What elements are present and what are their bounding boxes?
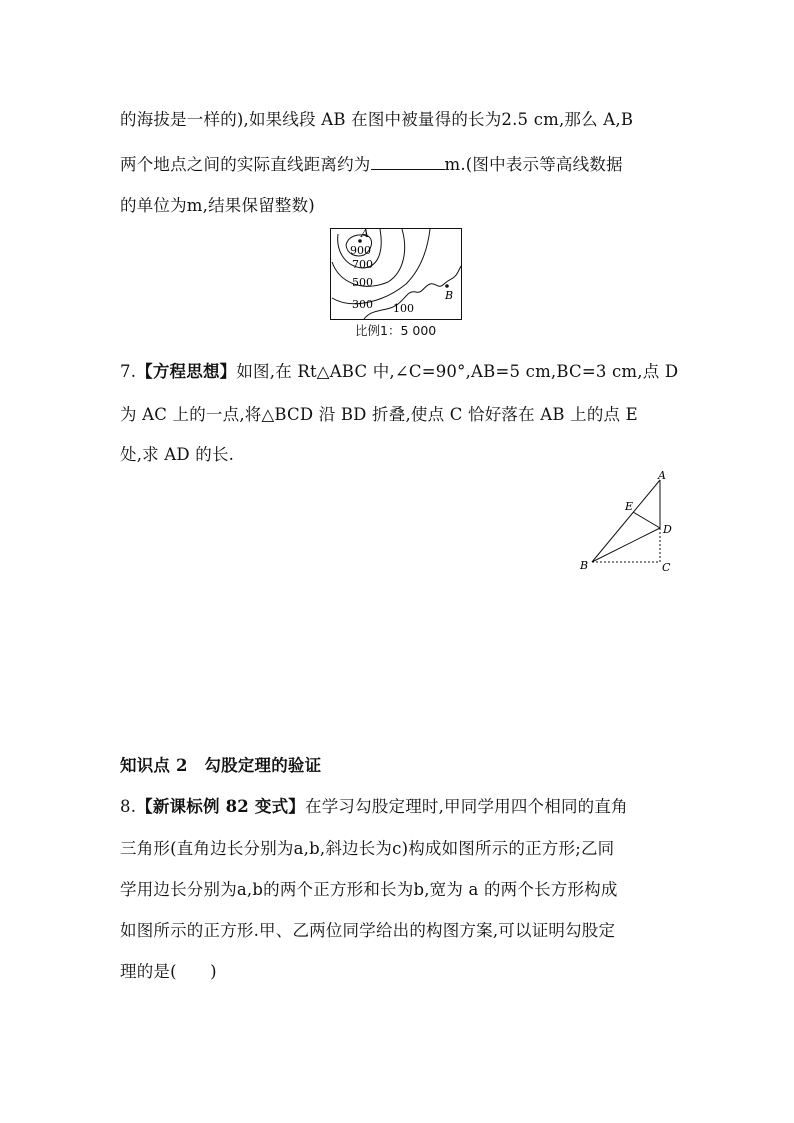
scale-caption: 比例1：5 000 (355, 323, 437, 338)
label-700: 700 (352, 258, 373, 271)
contour-map-figure (330, 228, 462, 320)
q8-tag: 【新课标例 82 变式】 (136, 797, 306, 816)
label-300: 300 (352, 298, 373, 311)
vertex-a-label: A (658, 469, 666, 482)
q7-line-1-rest: 如图,在 Rt△ABC 中,∠C=90°,AB=5 cm,BC=3 cm,点 D (236, 362, 679, 381)
q6-line-2 (120, 151, 623, 175)
q8-line-3: 学用边长分别为a,b的两个正方形和长为b,宽为 a 的两个长方形构成 (120, 880, 618, 899)
label-b: B (445, 289, 454, 302)
q6-line-2-post: m.(图中表示等高线数据 (444, 155, 623, 174)
vertex-d-label: D (663, 523, 672, 536)
q7-line-1 (120, 358, 678, 382)
q6-line-2-pre: 两个地点之间的实际直线距离约为 (120, 155, 371, 174)
q8-line-5: 理的是( ) (120, 962, 217, 981)
vertex-e-label: E (625, 500, 634, 513)
triangle-figure (572, 466, 680, 574)
q8-number: 8. (120, 797, 137, 816)
vertex-b-label: B (580, 559, 589, 572)
q8-line-2: 三角形(直角边长分别为a,b,斜边长为c)构成如图所示的正方形;乙同 (120, 839, 615, 858)
q7-tag: 【方程思想】 (136, 362, 237, 381)
q7-line-2: 为 AC 上的一点,将△BCD 沿 BD 折叠,使点 C 恰好落在 AB 上的点 E (120, 405, 638, 424)
q6-line-3: 的单位为m,结果保留整数) (120, 196, 315, 215)
q7-line-3: 处,求 AD 的长. (120, 445, 235, 464)
q8-line-1 (120, 793, 628, 817)
point-b-dot (445, 284, 449, 288)
label-100: 100 (393, 302, 414, 315)
answer-blank (371, 155, 445, 170)
label-a: A (361, 228, 369, 240)
q8-line-4: 如图所示的正方形.甲、乙两位同学给出的构图方案,可以证明勾股定 (120, 921, 616, 940)
section-title: 知识点 2 勾股定理的验证 (120, 756, 322, 775)
vertex-c-label: C (662, 561, 671, 574)
q8-line-1-rest: 在学习勾股定理时,甲同学用四个相同的直角 (305, 797, 628, 816)
q6-line-1: 的海拔是一样的),如果线段 AB 在图中被量得的长为2.5 cm,那么 A,B (120, 110, 634, 129)
label-500: 500 (352, 276, 373, 289)
q7-number: 7. (120, 362, 137, 381)
label-900: 900 (350, 244, 371, 257)
